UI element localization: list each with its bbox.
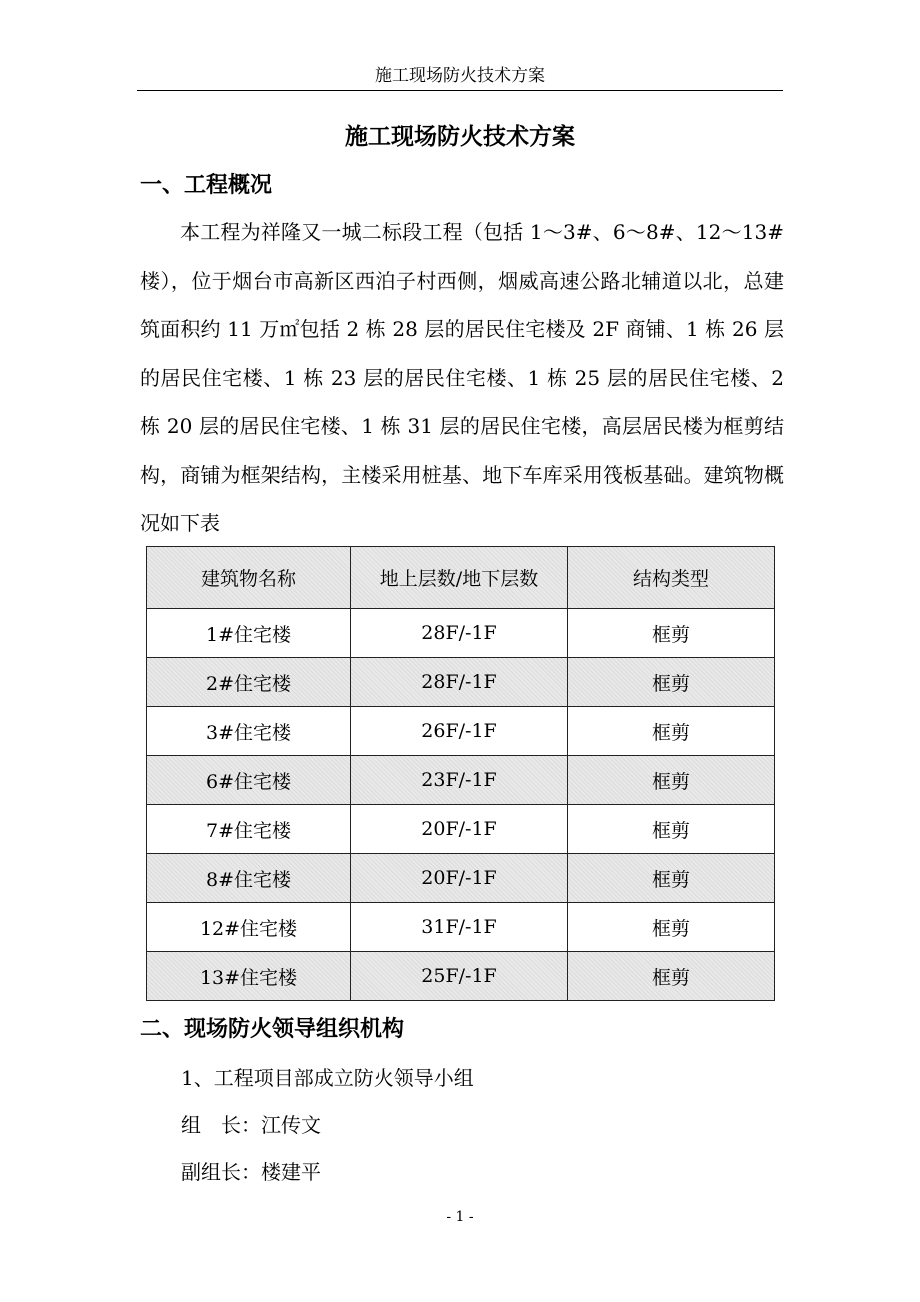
cell-structure-type: 框剪 [568,805,775,854]
cell-structure-type: 框剪 [568,658,775,707]
section-2-heading: 二、现场防火领导组织机构 [140,1016,405,1042]
page-number: - 1 - [446,1209,474,1225]
deputy-group-leader: 副组长：楼建平 [181,1160,321,1184]
cell-building-name: 7#住宅楼 [147,805,351,854]
section-1-heading: 一、工程概况 [140,172,273,198]
cell-floors: 26F/-1F [351,707,568,756]
section-1-paragraph: 本工程为祥隆又一城二标段工程（包括 1～3#、6～8#、12～13#楼），位于烟台市高新区西泊子村西侧，烟威高速公路北辅道以北，总建筑面积约 11 万㎡包括 2 栋 28 层的居民住宅楼及 2F 商铺、1 栋 26 层的居民住宅楼、1 栋 23 层的居民住宅楼、1 栋 25 层的居民住宅楼、2 栋 20 层的居民住宅楼、1 栋 31 层的居民住宅楼，高层居民楼为框剪结构，商铺为框架结构，主楼采用桩基、地下车库采用筏板基础。建筑物概况如下表 [140,220,784,535]
cell-structure-type: 框剪 [568,952,775,1001]
cell-floors: 20F/-1F [351,805,568,854]
table-row [147,609,775,658]
section-2-item-1: 1、工程项目部成立防火领导小组 [181,1066,474,1090]
header-floors: 地上层数/地下层数 [351,547,568,609]
table-row [147,854,775,903]
cell-structure-type: 框剪 [568,707,775,756]
cell-floors: 23F/-1F [351,756,568,805]
cell-floors: 31F/-1F [351,903,568,952]
running-header: 施工现场防火技术方案 [375,66,545,86]
cell-building-name: 6#住宅楼 [147,756,351,805]
cell-floors: 28F/-1F [351,658,568,707]
cell-floors: 25F/-1F [351,952,568,1001]
building-overview-table [146,546,775,1001]
header-building-name: 建筑物名称 [147,547,351,609]
cell-structure-type: 框剪 [568,756,775,805]
cell-building-name: 1#住宅楼 [147,609,351,658]
cell-building-name: 2#住宅楼 [147,658,351,707]
table-row [147,805,775,854]
cell-building-name: 3#住宅楼 [147,707,351,756]
table-row [147,756,775,805]
cell-building-name: 12#住宅楼 [147,903,351,952]
header-rule [137,90,783,91]
cell-building-name: 8#住宅楼 [147,854,351,903]
table-header-row [147,547,775,609]
cell-structure-type: 框剪 [568,903,775,952]
cell-floors: 20F/-1F [351,854,568,903]
cell-structure-type: 框剪 [568,609,775,658]
table-row [147,658,775,707]
header-structure-type: 结构类型 [568,547,775,609]
table-row [147,707,775,756]
table-row [147,903,775,952]
document-title: 施工现场防火技术方案 [345,123,575,150]
cell-structure-type: 框剪 [568,854,775,903]
table-row [147,952,775,1001]
cell-building-name: 13#住宅楼 [147,952,351,1001]
group-leader: 组 长：江传文 [181,1113,321,1137]
cell-floors: 28F/-1F [351,609,568,658]
